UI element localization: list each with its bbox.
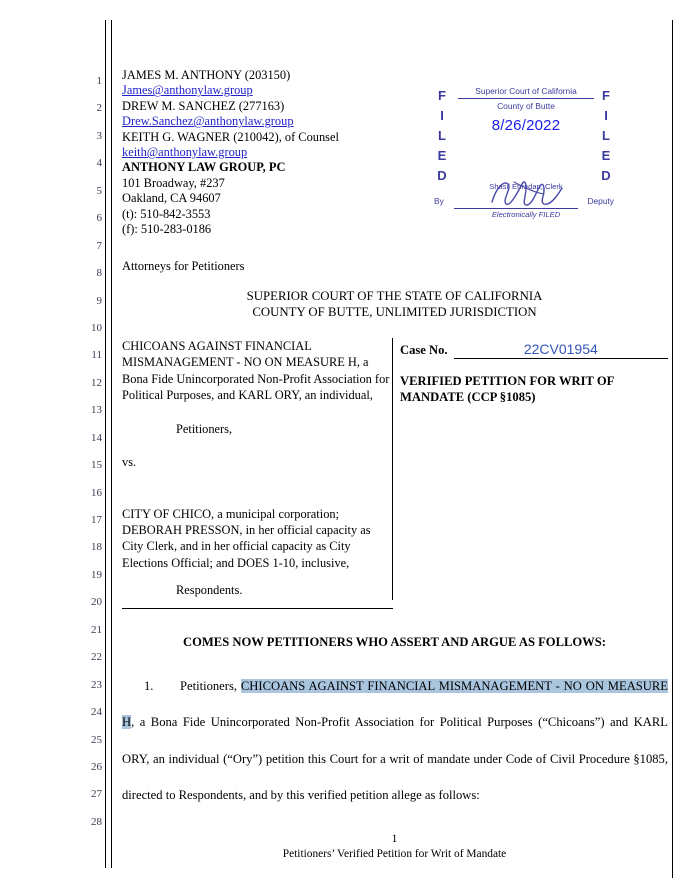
case-number-row (400, 341, 668, 359)
attorney-info-line: JAMES M. ANTHONY (203150) (122, 68, 291, 82)
stamp-header (458, 86, 594, 134)
body-heading: COMES NOW PETITIONERS WHO ASSERT AND ARGUE AS FOLLOWS: (183, 635, 606, 649)
stamp-by-label: By (434, 196, 444, 206)
stamp-electronically-filed-label: Electronically FILED (491, 210, 561, 219)
stamp-court-name: Superior Court of California (458, 86, 594, 99)
stamp-clerk-name: Shasil Ehradan, Clerk (489, 182, 563, 191)
line-number-18: 18 (91, 541, 102, 554)
court-title-line-2: COUNTY OF BUTTE, UNLIMITED JURISDICTION (252, 304, 537, 319)
attorney-info-line: (f): 510-283-0186 (122, 222, 212, 237)
attorney-info-line: DREW M. SANCHEZ (277163) (122, 98, 285, 113)
line-number-17: 17 (91, 514, 102, 526)
paragraph-number: 1. (144, 679, 154, 693)
highlighted-party-name: CHICOANS AGAINST FINANCIAL MISMANAGEMENT - NO ON MEASURE H (122, 679, 668, 730)
court-title (122, 289, 667, 320)
filed-letters-right (598, 86, 614, 186)
filed-letter-F: F (602, 88, 610, 103)
stamp-filing-date: 8/26/2022 (491, 116, 561, 134)
footer-caption-line: Petitioners’ Verified Petition for Writ of Mandate (282, 848, 507, 860)
stamp-signature-line (454, 208, 578, 209)
line-number-15: 15 (91, 459, 102, 472)
attorney-info-line: 101 Broadway, #237 (122, 175, 225, 190)
filed-letter-D: D (437, 168, 447, 183)
stamp-county-name: County of Butte (497, 100, 555, 111)
caption-right-column (400, 341, 668, 406)
line-number-7: 7 (96, 239, 102, 252)
caption-vertical-divider (392, 338, 393, 600)
filed-stamp (434, 86, 614, 218)
filed-letter-I: I (440, 108, 444, 123)
caption-left-column (122, 338, 392, 608)
petitioners-names: CHICOANS AGAINST FINANCIAL MISMANAGEMENT - NO ON MEASURE H, a Bona Fide Unincorporated Non-Profit Association for Political Purposes, and KARL ORY, an individual, (122, 339, 390, 403)
attorney-info-line: KEITH G. WAGNER (210042), of Counsel (122, 129, 339, 144)
line-number-2: 2 (96, 102, 102, 115)
paragraph-pre-highlight: Petitioners, (180, 679, 241, 693)
attorney-email-link[interactable]: James@anthonylaw.group (122, 83, 253, 98)
filed-letter-L: L (602, 128, 610, 143)
left-margin-rule-inner (111, 20, 112, 868)
line-number-14: 14 (91, 431, 102, 444)
case-number-value: 22CV01954 (454, 341, 668, 359)
filed-letter-D: D (601, 168, 611, 183)
line-number-26: 26 (91, 760, 102, 773)
line-number-16: 16 (91, 486, 102, 499)
filed-letter-I: I (604, 108, 608, 123)
line-number-20: 20 (91, 596, 102, 609)
line-number-3: 3 (96, 129, 102, 142)
law-firm-name: ANTHONY LAW GROUP, PC (122, 160, 286, 175)
line-number-19: 19 (91, 568, 102, 581)
court-title-line-1: SUPERIOR COURT OF THE STATE OF CALIFORNIA (246, 289, 543, 303)
left-margin-rule-outer (105, 20, 106, 868)
line-number-27: 27 (91, 788, 102, 801)
respondents-role-label: Respondents. (176, 583, 243, 598)
line-number-25: 25 (91, 733, 102, 746)
line-number-13: 13 (91, 404, 102, 417)
page-footer (122, 832, 667, 862)
attorney-email-link[interactable]: keith@anthonylaw.group (122, 145, 248, 160)
stamp-signature-row (434, 196, 614, 210)
line-number-12: 12 (91, 376, 102, 389)
line-number-9: 9 (96, 294, 102, 307)
attorney-email-link[interactable]: Drew.Sanchez@anthonylaw.group (122, 114, 294, 129)
right-margin-rule (672, 20, 673, 878)
footer-page-number: 1 (391, 833, 398, 845)
line-number-23: 23 (91, 678, 102, 691)
attorneys-for-label: Attorneys for Petitioners (122, 259, 245, 273)
versus-label: vs. (122, 454, 137, 469)
respondents-names: CITY OF CHICO, a municipal corporation; DEBORAH PRESSON, in her official capacity as City Clerk, and in her official capacity as City Elections Official; and DOES 1-10, inclusive, (122, 506, 371, 570)
document-title: VERIFIED PETITION FOR WRIT OF MANDATE (CCP §1085) (400, 374, 614, 405)
line-number-1: 1 (96, 75, 102, 87)
line-number-5: 5 (96, 184, 102, 197)
line-number-22: 22 (91, 651, 102, 664)
filed-letter-E: E (601, 148, 611, 163)
stamp-deputy-label: Deputy (587, 196, 614, 206)
line-number-8: 8 (96, 267, 102, 280)
line-number-4: 4 (96, 157, 102, 170)
line-number-11: 11 (91, 349, 102, 362)
attorney-info-line: Oakland, CA 94607 (122, 191, 221, 206)
case-number-label: Case No. (400, 343, 448, 357)
filed-letter-F: F (438, 88, 446, 103)
petitioners-role-label: Petitioners, (176, 421, 233, 436)
paragraph-post-highlight: , a Bona Fide Unincorporated Non-Profit Association for Political Purposes (“Chicoans”) and KARL ORY, an individual (“Ory”) petition this Court for a writ of mandate under Code of Civil Procedure §1085, directed to Respondents, and by this verified petition allege as follows: (122, 715, 668, 803)
filed-letter-E: E (437, 148, 447, 163)
line-number-24: 24 (91, 706, 102, 719)
line-number-10: 10 (91, 321, 102, 334)
filed-letter-L: L (438, 128, 446, 143)
attorney-info-line: (t): 510-842-3553 (122, 206, 211, 221)
line-number-6: 6 (96, 212, 102, 225)
attorney-header-block (122, 68, 422, 237)
line-number-column (80, 68, 102, 836)
body-paragraph-1 (122, 668, 668, 814)
line-number-28: 28 (91, 815, 102, 828)
line-number-21: 21 (91, 623, 102, 636)
caption-bottom-rule (122, 608, 393, 609)
filed-letters-left (434, 86, 450, 186)
